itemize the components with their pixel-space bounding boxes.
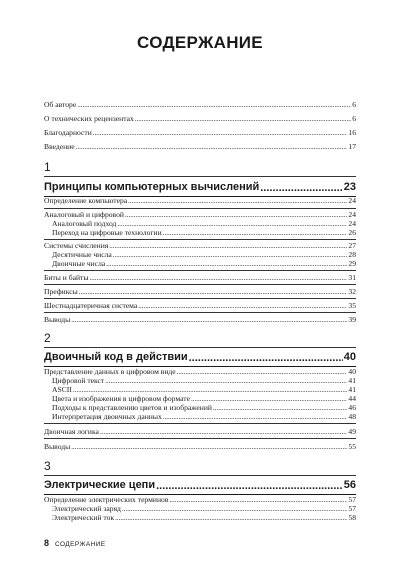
part-title: Электрические цепи — [44, 479, 156, 491]
entry-divider — [44, 423, 356, 424]
entry-page: 57 — [348, 495, 356, 504]
toc-subentry — [52, 385, 356, 394]
entry-page: 44 — [348, 394, 356, 403]
entry-page: 24 — [348, 210, 356, 219]
dot-leader — [260, 182, 343, 194]
entry-page: 57 — [348, 504, 356, 513]
entry-title: Аналоговый подход — [52, 219, 117, 228]
entry-page: 41 — [348, 376, 356, 385]
toc-subentry — [52, 228, 356, 237]
dot-leader — [163, 413, 348, 421]
toc-subentry — [52, 219, 356, 228]
toc-subentry — [52, 376, 356, 385]
entry-title: ASCII — [52, 385, 72, 394]
page-footer — [44, 538, 106, 548]
dot-leader — [125, 211, 347, 219]
entry-title: Префиксы — [44, 287, 78, 296]
entry-title: Десятичные числа — [52, 250, 112, 259]
entry-title: Подходы к представлению цветов и изображений — [52, 403, 212, 412]
part-heading — [44, 479, 356, 492]
entry-divider — [44, 284, 356, 285]
dot-leader — [128, 197, 347, 205]
toc-subentry — [52, 250, 356, 259]
entry-title: Представление данных в цифровом виде — [44, 367, 176, 376]
entry-divider — [44, 312, 356, 313]
entry-page: 58 — [348, 513, 356, 522]
toc-entry — [44, 367, 356, 376]
dot-leader — [77, 101, 351, 109]
entry-page: 40 — [348, 367, 356, 376]
part-title: Двоичный код в действии — [44, 351, 188, 363]
dot-leader — [122, 505, 347, 513]
toc-entry — [44, 273, 356, 282]
footer-page-number: 8 — [44, 538, 50, 548]
entry-page: 24 — [348, 196, 356, 205]
entry-page: 24 — [348, 219, 356, 228]
entry-divider — [44, 298, 356, 299]
entry-title: Введение — [44, 142, 75, 151]
entry-divider — [44, 270, 356, 271]
dot-leader — [115, 514, 347, 522]
dot-leader — [89, 274, 347, 282]
dot-leader — [113, 251, 348, 259]
part-page: 56 — [343, 479, 356, 491]
entry-title: Биты и байты — [44, 273, 89, 282]
dot-leader — [213, 404, 347, 412]
entry-title: Определение электрических терминов — [44, 495, 169, 504]
entry-title: О технических рецензентах — [44, 114, 134, 123]
dot-leader — [163, 229, 348, 237]
toc-subentry — [52, 412, 356, 421]
toc-subentry — [52, 394, 356, 403]
part-page: 40 — [343, 351, 356, 363]
entry-title: Выводы — [44, 315, 71, 324]
entry-page: 32 — [348, 287, 356, 296]
dot-leader — [73, 386, 348, 394]
dot-leader — [79, 288, 348, 296]
entry-divider — [44, 438, 356, 439]
toc-entry — [44, 287, 356, 296]
entry-title: Об авторе — [44, 100, 77, 109]
entry-title: Выводы — [44, 442, 71, 451]
dot-leader — [100, 428, 347, 436]
entry-title: Двоичные числа — [52, 259, 106, 268]
toc-subentry — [52, 513, 356, 522]
part-title: Принципы компьютерных вычислений — [44, 181, 260, 193]
toc-entry — [44, 241, 356, 250]
dot-leader — [71, 443, 347, 451]
entry-page: 16 — [348, 128, 356, 137]
part-heading — [44, 351, 356, 364]
dot-leader — [76, 143, 348, 151]
entry-title: Системы счисления — [44, 241, 109, 250]
entry-page: 27 — [348, 241, 356, 250]
toc-entry — [44, 196, 356, 205]
entry-page: 29 — [348, 259, 356, 268]
part-divider — [44, 176, 356, 177]
toc-entry — [44, 114, 356, 123]
toc-entry — [44, 301, 356, 310]
part-page: 23 — [343, 181, 356, 193]
entry-title: Двоичная логика — [44, 427, 99, 436]
dot-leader — [93, 129, 348, 137]
toc-entry — [44, 427, 356, 436]
toc-entry — [44, 210, 356, 219]
entry-title: Электрический ток — [52, 513, 115, 522]
dot-leader — [169, 496, 347, 504]
part-divider — [44, 347, 356, 348]
entry-page: 26 — [348, 228, 356, 237]
entry-page: 46 — [348, 403, 356, 412]
toc-subentry — [52, 504, 356, 513]
page-title: СОДЕРЖАНИЕ — [137, 33, 263, 52]
entry-divider — [44, 239, 356, 240]
dot-leader — [117, 220, 347, 228]
entry-page: 41 — [348, 385, 356, 394]
entry-title: Аналоговый и цифровой — [44, 210, 124, 219]
entry-page: 31 — [348, 273, 356, 282]
footer-label: СОДЕРЖАНИЕ — [55, 541, 106, 548]
entry-title: Шестнадцатеричная система — [44, 301, 138, 310]
entry-page: 55 — [348, 442, 356, 451]
dot-leader — [138, 302, 347, 310]
entry-title: Переход на цифровые технологии — [52, 228, 162, 237]
part-number: 2 — [44, 331, 51, 345]
entry-title: Интерпретация двоичных данных — [52, 412, 162, 421]
entry-title: Благодарности — [44, 128, 92, 137]
dot-leader — [135, 115, 351, 123]
part-divider — [44, 475, 356, 476]
part-number: 1 — [44, 160, 51, 174]
toc-entry — [44, 495, 356, 504]
entry-title: Цвета и изображения в цифровом формате — [52, 394, 190, 403]
entry-page: 6 — [352, 114, 356, 123]
entry-page: 17 — [348, 142, 356, 151]
toc-entry — [44, 442, 356, 451]
toc-entry — [44, 100, 356, 109]
entry-page: 49 — [348, 427, 356, 436]
toc-entry — [44, 315, 356, 324]
dot-leader — [156, 480, 343, 492]
toc-subentry — [52, 259, 356, 268]
dot-leader — [177, 368, 348, 376]
entry-page: 28 — [348, 250, 356, 259]
entry-title: Электрический заряд — [52, 504, 121, 513]
entry-page: 48 — [348, 412, 356, 421]
dot-leader — [105, 377, 347, 385]
entry-page: 6 — [352, 100, 356, 109]
part-number: 3 — [44, 459, 51, 473]
entry-page: 35 — [348, 301, 356, 310]
dot-leader — [191, 395, 347, 403]
toc-subentry — [52, 403, 356, 412]
toc-entry — [44, 128, 356, 137]
entry-divider — [44, 208, 356, 209]
dot-leader — [106, 260, 347, 268]
dot-leader — [189, 352, 343, 364]
dot-leader — [109, 242, 347, 250]
entry-title: Определение компьютера — [44, 196, 128, 205]
dot-leader — [71, 316, 347, 324]
toc-entry — [44, 142, 356, 151]
entry-title: Цифровой текст — [52, 376, 105, 385]
part-heading — [44, 181, 356, 194]
entry-page: 39 — [348, 315, 356, 324]
